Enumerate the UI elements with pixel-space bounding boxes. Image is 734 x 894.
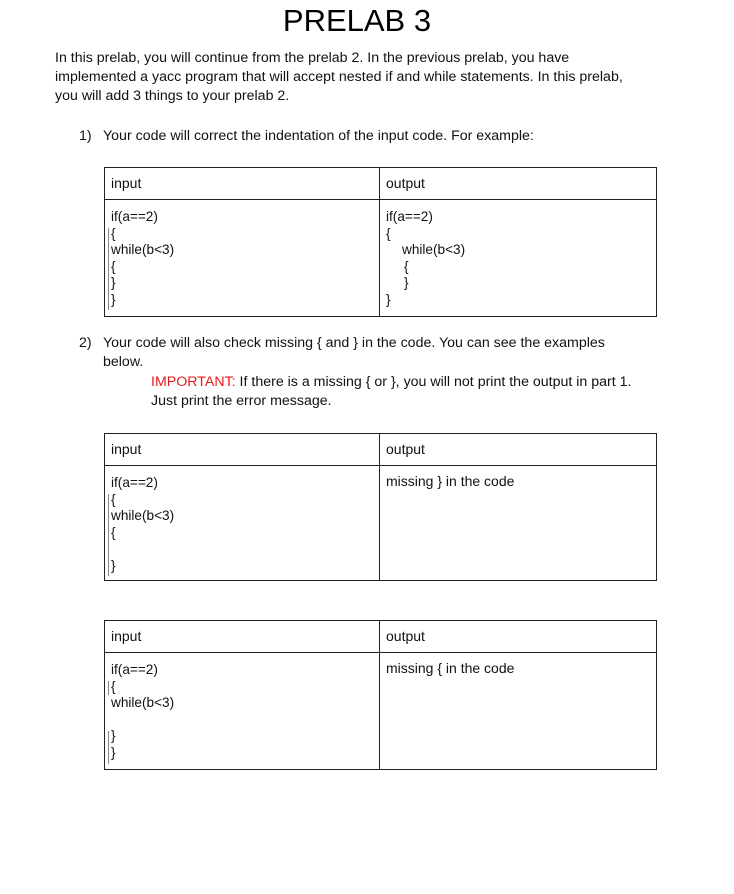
code-line: if(a==2) bbox=[111, 209, 158, 224]
important-note bbox=[151, 373, 632, 411]
list-item-text: below. bbox=[103, 354, 144, 370]
input-header: input bbox=[111, 441, 142, 457]
intro-line: In this prelab, you will continue from the prelab 2. In the previous prelab, you have bbox=[55, 50, 570, 66]
output-header: output bbox=[386, 441, 425, 457]
important-line bbox=[151, 373, 632, 392]
input-header: input bbox=[111, 175, 142, 191]
input-code bbox=[105, 466, 379, 580]
output-message: missing } in the code bbox=[386, 473, 515, 489]
code-line: } bbox=[111, 275, 116, 290]
code-line: } bbox=[111, 557, 116, 573]
code-line: } bbox=[111, 728, 116, 743]
code-line: } bbox=[404, 275, 409, 290]
code-line: } bbox=[111, 744, 116, 760]
output-code-cell bbox=[380, 200, 657, 317]
input-code bbox=[105, 653, 379, 767]
output-header-cell bbox=[380, 434, 657, 466]
code-line: { bbox=[111, 225, 116, 241]
output-header: output bbox=[386, 175, 425, 191]
important-line: Just print the error message. bbox=[151, 393, 332, 409]
output-header: output bbox=[386, 628, 425, 644]
output-message-cell bbox=[380, 653, 657, 770]
code-line: while(b<3) bbox=[111, 508, 175, 523]
important-keyword: IMPORTANT: bbox=[151, 374, 236, 390]
line-marker bbox=[108, 228, 109, 310]
line-marker bbox=[108, 731, 109, 764]
code-line: if(a==2) bbox=[111, 662, 158, 677]
code-line: if(a==2) bbox=[386, 209, 433, 224]
list-item-text: Your code will also check missing { and } in the code. You can see the examples bbox=[103, 335, 605, 351]
list-item-number: 1) bbox=[79, 128, 92, 144]
code-line: while(b<3) bbox=[111, 695, 175, 710]
output-header-cell bbox=[380, 621, 657, 653]
input-header-cell bbox=[105, 168, 380, 200]
line-marker bbox=[108, 494, 109, 576]
code-line: { bbox=[111, 524, 116, 540]
input-header-cell bbox=[105, 621, 380, 653]
code-line: while(b<3) bbox=[111, 242, 175, 257]
line-marker bbox=[108, 681, 109, 695]
code-line: { bbox=[404, 258, 409, 274]
example-table-indentation bbox=[104, 167, 657, 317]
list-item-text: Your code will correct the indentation of the input code. For example: bbox=[103, 128, 534, 144]
example-table-missing-open bbox=[104, 620, 657, 770]
input-code-cell bbox=[105, 200, 380, 317]
list-item-number: 2) bbox=[79, 335, 92, 351]
input-code-cell bbox=[105, 466, 380, 581]
input-header: input bbox=[111, 628, 142, 644]
intro-line: you will add 3 things to your prelab 2. bbox=[55, 88, 290, 104]
code-line: if(a==2) bbox=[111, 475, 158, 490]
code-line: { bbox=[111, 678, 116, 694]
input-code bbox=[105, 200, 379, 314]
code-line: { bbox=[386, 225, 391, 241]
intro-line: implemented a yacc program that will accept nested if and while statements. In this prelab, bbox=[55, 69, 623, 85]
output-message: missing { in the code bbox=[386, 660, 515, 676]
example-table-missing-close bbox=[104, 433, 657, 581]
page-title: PRELAB 3 bbox=[282, 3, 432, 38]
code-line bbox=[111, 712, 379, 729]
code-line: while(b<3) bbox=[402, 242, 466, 257]
input-code-cell bbox=[105, 653, 380, 770]
output-header-cell bbox=[380, 168, 657, 200]
intro-paragraph bbox=[55, 49, 665, 106]
code-line bbox=[111, 541, 379, 558]
code-line: { bbox=[111, 258, 116, 274]
input-header-cell bbox=[105, 434, 380, 466]
output-code bbox=[380, 200, 656, 314]
important-text: If there is a missing { or }, you will not print the output in part 1. bbox=[235, 374, 632, 390]
output-message-cell bbox=[380, 466, 657, 581]
code-line: } bbox=[111, 291, 116, 307]
code-line: } bbox=[386, 291, 391, 307]
code-line: { bbox=[111, 491, 116, 507]
